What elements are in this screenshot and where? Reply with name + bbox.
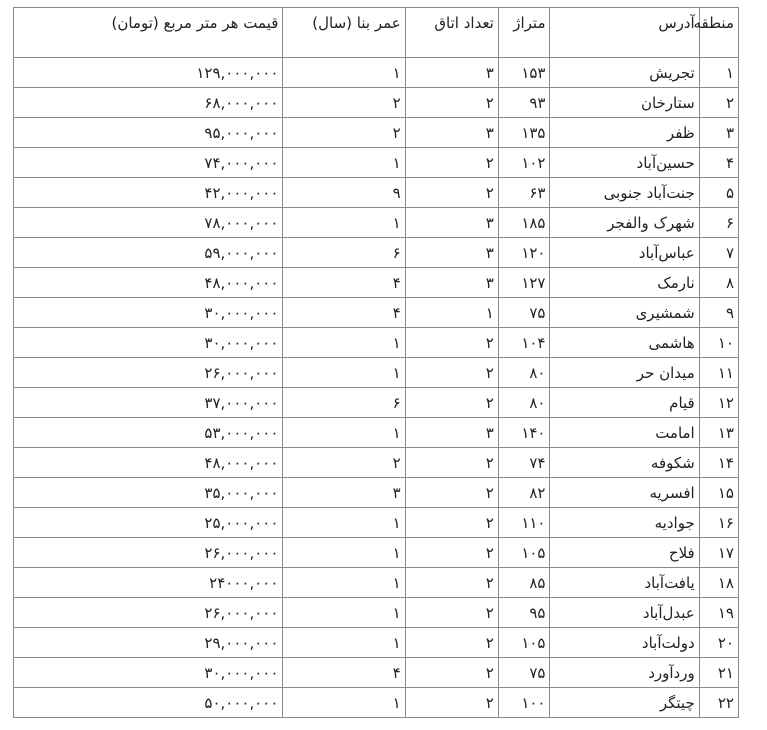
header-area: متراژ: [498, 8, 550, 58]
cell-address: هاشمی: [550, 328, 699, 358]
cell-age: ۱: [283, 508, 405, 538]
cell-rooms: ۲: [405, 628, 498, 658]
cell-address: جوادیه: [550, 508, 699, 538]
cell-price: ۳۰,۰۰۰,۰۰۰: [14, 328, 283, 358]
cell-price: ۵۳,۰۰۰,۰۰۰: [14, 418, 283, 448]
cell-rooms: ۲: [405, 658, 498, 688]
cell-region: ۲۲: [699, 688, 738, 718]
cell-age: ۱: [283, 598, 405, 628]
header-rooms: تعداد اتاق: [405, 8, 498, 58]
cell-age: ۳: [283, 478, 405, 508]
cell-rooms: ۲: [405, 538, 498, 568]
table-row: [14, 298, 739, 328]
cell-rooms: ۲: [405, 358, 498, 388]
cell-area: ۱۴۰: [498, 418, 550, 448]
cell-price: ۹۵,۰۰۰,۰۰۰: [14, 118, 283, 148]
cell-age: ۱: [283, 208, 405, 238]
cell-address: امامت: [550, 418, 699, 448]
cell-age: ۱: [283, 148, 405, 178]
cell-age: ۱: [283, 418, 405, 448]
cell-area: ۱۵۳: [498, 58, 550, 88]
cell-price: ۷۴,۰۰۰,۰۰۰: [14, 148, 283, 178]
cell-area: ۱۳۵: [498, 118, 550, 148]
table-row: [14, 268, 739, 298]
cell-price: ۵۰,۰۰۰,۰۰۰: [14, 688, 283, 718]
table-row: [14, 118, 739, 148]
cell-area: ۱۲۰: [498, 238, 550, 268]
cell-address: نارمک: [550, 268, 699, 298]
table-row: [14, 148, 739, 178]
table-header-row: [14, 8, 739, 58]
table-row: [14, 208, 739, 238]
cell-region: ۲۱: [699, 658, 738, 688]
cell-region: ۱۲: [699, 388, 738, 418]
cell-region: ۱۰: [699, 328, 738, 358]
cell-age: ۹: [283, 178, 405, 208]
table-row: [14, 88, 739, 118]
cell-address: ستارخان: [550, 88, 699, 118]
cell-rooms: ۳: [405, 118, 498, 148]
cell-area: ۸۰: [498, 358, 550, 388]
price-table: [13, 7, 739, 718]
cell-price: ۳۰,۰۰۰,۰۰۰: [14, 298, 283, 328]
cell-region: ۸: [699, 268, 738, 298]
cell-age: ۱: [283, 538, 405, 568]
cell-rooms: ۳: [405, 58, 498, 88]
cell-address: ظفر: [550, 118, 699, 148]
table-row: [14, 568, 739, 598]
cell-address: وردآورد: [550, 658, 699, 688]
cell-price: ۲۹,۰۰۰,۰۰۰: [14, 628, 283, 658]
cell-area: ۱۰۲: [498, 148, 550, 178]
cell-rooms: ۳: [405, 418, 498, 448]
cell-region: ۱۷: [699, 538, 738, 568]
cell-area: ۱۰۵: [498, 628, 550, 658]
cell-rooms: ۲: [405, 388, 498, 418]
table-row: [14, 358, 739, 388]
cell-area: ۸۲: [498, 478, 550, 508]
cell-address: چیتگر: [550, 688, 699, 718]
cell-region: ۱۱: [699, 358, 738, 388]
cell-region: ۳: [699, 118, 738, 148]
cell-age: ۲: [283, 118, 405, 148]
cell-region: ۲: [699, 88, 738, 118]
cell-rooms: ۲: [405, 328, 498, 358]
cell-region: ۱۴: [699, 448, 738, 478]
cell-address: عبدل‌آباد: [550, 598, 699, 628]
cell-area: ۸۵: [498, 568, 550, 598]
cell-rooms: ۲: [405, 598, 498, 628]
cell-area: ۱۱۰: [498, 508, 550, 538]
cell-price: ۵۹,۰۰۰,۰۰۰: [14, 238, 283, 268]
cell-rooms: ۲: [405, 688, 498, 718]
cell-address: شکوفه: [550, 448, 699, 478]
cell-rooms: ۲: [405, 568, 498, 598]
table-row: [14, 508, 739, 538]
cell-region: ۵: [699, 178, 738, 208]
cell-region: ۴: [699, 148, 738, 178]
cell-region: ۱۵: [699, 478, 738, 508]
cell-address: شهرک والفجر: [550, 208, 699, 238]
cell-price: ۲۶,۰۰۰,۰۰۰: [14, 598, 283, 628]
cell-price: ۲۶,۰۰۰,۰۰۰: [14, 358, 283, 388]
cell-address: قیام: [550, 388, 699, 418]
cell-area: ۱۲۷: [498, 268, 550, 298]
cell-price: ۳۰,۰۰۰,۰۰۰: [14, 658, 283, 688]
cell-rooms: ۳: [405, 238, 498, 268]
cell-age: ۱: [283, 568, 405, 598]
cell-price: ۲۵,۰۰۰,۰۰۰: [14, 508, 283, 538]
cell-region: ۲۰: [699, 628, 738, 658]
cell-area: ۶۳: [498, 178, 550, 208]
table-row: [14, 178, 739, 208]
cell-age: ۱: [283, 58, 405, 88]
cell-rooms: ۲: [405, 448, 498, 478]
cell-rooms: ۲: [405, 178, 498, 208]
header-address: آدرس: [550, 8, 699, 58]
cell-area: ۱۰۵: [498, 538, 550, 568]
cell-age: ۱: [283, 328, 405, 358]
cell-age: ۱: [283, 688, 405, 718]
cell-address: شمشیری: [550, 298, 699, 328]
header-age: عمر بنا (سال): [283, 8, 405, 58]
table-row: [14, 628, 739, 658]
cell-area: ۱۰۰: [498, 688, 550, 718]
cell-rooms: ۳: [405, 268, 498, 298]
table-row: [14, 598, 739, 628]
cell-address: تجریش: [550, 58, 699, 88]
table-row: [14, 388, 739, 418]
cell-age: ۲: [283, 448, 405, 478]
cell-area: ۷۵: [498, 658, 550, 688]
cell-price: ۶۸,۰۰۰,۰۰۰: [14, 88, 283, 118]
cell-rooms: ۲: [405, 508, 498, 538]
cell-age: ۲: [283, 88, 405, 118]
cell-rooms: ۲: [405, 478, 498, 508]
cell-rooms: ۳: [405, 208, 498, 238]
cell-age: ۴: [283, 298, 405, 328]
table-row: [14, 328, 739, 358]
cell-price: ۳۷,۰۰۰,۰۰۰: [14, 388, 283, 418]
cell-region: ۱۳: [699, 418, 738, 448]
cell-price: ۱۲۹,۰۰۰,۰۰۰: [14, 58, 283, 88]
table-row: [14, 478, 739, 508]
cell-area: ۷۵: [498, 298, 550, 328]
cell-address: عباس‌آباد: [550, 238, 699, 268]
cell-region: ۹: [699, 298, 738, 328]
cell-rooms: ۲: [405, 148, 498, 178]
cell-address: جنت‌آباد جنوبی: [550, 178, 699, 208]
cell-price: ۴۸,۰۰۰,۰۰۰: [14, 268, 283, 298]
table-row: [14, 658, 739, 688]
cell-price: ۳۵,۰۰۰,۰۰۰: [14, 478, 283, 508]
cell-region: ۱۸: [699, 568, 738, 598]
cell-address: میدان حر: [550, 358, 699, 388]
cell-region: ۱۹: [699, 598, 738, 628]
cell-region: ۱۶: [699, 508, 738, 538]
cell-age: ۶: [283, 238, 405, 268]
cell-address: حسین‌آباد: [550, 148, 699, 178]
header-region: منطقه: [699, 8, 738, 58]
cell-address: یافت‌آباد: [550, 568, 699, 598]
cell-address: فلاح: [550, 538, 699, 568]
cell-age: ۴: [283, 268, 405, 298]
cell-region: ۶: [699, 208, 738, 238]
cell-price: ۴۸,۰۰۰,۰۰۰: [14, 448, 283, 478]
cell-area: ۷۴: [498, 448, 550, 478]
table-body: [14, 58, 739, 718]
cell-area: ۱۰۴: [498, 328, 550, 358]
cell-age: ۶: [283, 388, 405, 418]
cell-price: ۲۴۰۰۰,۰۰۰: [14, 568, 283, 598]
cell-address: افسریه: [550, 478, 699, 508]
cell-region: ۷: [699, 238, 738, 268]
cell-area: ۸۰: [498, 388, 550, 418]
cell-price: ۴۲,۰۰۰,۰۰۰: [14, 178, 283, 208]
table-row: [14, 418, 739, 448]
cell-area: ۹۳: [498, 88, 550, 118]
header-price: قیمت هر متر مربع (تومان): [14, 8, 283, 58]
cell-age: ۱: [283, 358, 405, 388]
cell-price: ۲۶,۰۰۰,۰۰۰: [14, 538, 283, 568]
table-row: [14, 688, 739, 718]
cell-age: ۴: [283, 658, 405, 688]
cell-rooms: ۲: [405, 88, 498, 118]
cell-area: ۹۵: [498, 598, 550, 628]
cell-price: ۷۸,۰۰۰,۰۰۰: [14, 208, 283, 238]
cell-region: ۱: [699, 58, 738, 88]
table-row: [14, 238, 739, 268]
cell-area: ۱۸۵: [498, 208, 550, 238]
cell-rooms: ۱: [405, 298, 498, 328]
cell-address: دولت‌آباد: [550, 628, 699, 658]
table-row: [14, 58, 739, 88]
table-row: [14, 538, 739, 568]
cell-age: ۱: [283, 628, 405, 658]
table-row: [14, 448, 739, 478]
